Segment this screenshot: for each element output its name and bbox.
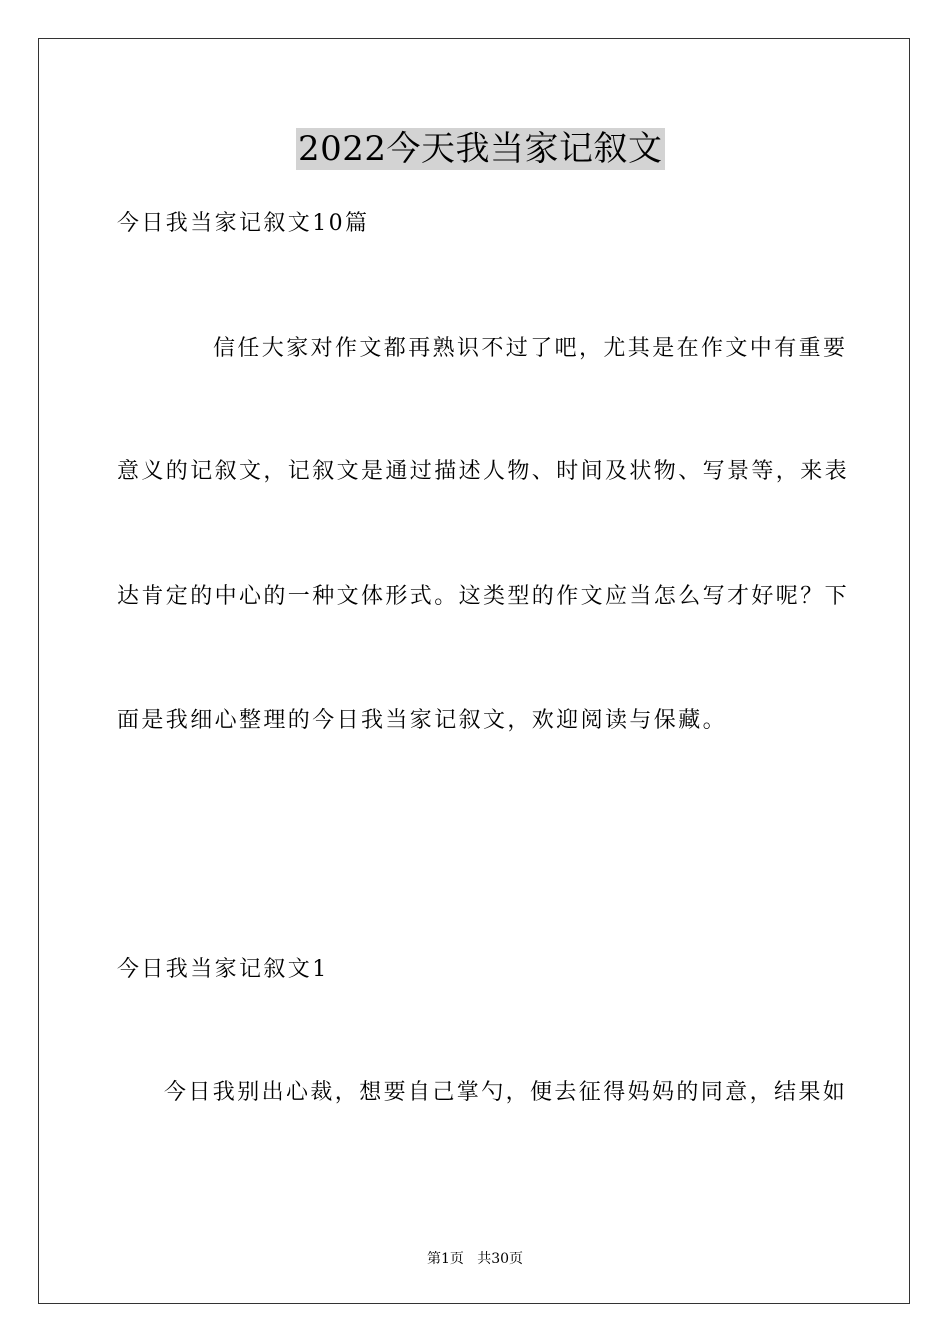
intro-line-2: 意义的记叙文，记叙文是通过描述人物、时间及状物、写景等，来表 [117, 459, 850, 484]
document-subtitle: 今日我当家记叙文10篇 [117, 211, 370, 236]
page-number: 第1页 共30页 [426, 1251, 524, 1267]
document-title: 2022今天我当家记叙文 [298, 129, 663, 169]
intro-line-3: 达肯定的中心的一种文体形式。这类型的作文应当怎么写才好呢？下 [117, 584, 850, 609]
intro-line-4: 面是我细心整理的今日我当家记叙文，欢迎阅读与保藏。 [117, 708, 728, 733]
section-heading: 今日我当家记叙文1 [117, 957, 329, 982]
intro-line-1: 信任大家对作文都再熟识不过了吧，尤其是在作文中有重要 [213, 336, 848, 361]
section-line-1: 今日我别出心裁，想要自己掌勺，便去征得妈妈的同意，结果如 [164, 1080, 848, 1105]
